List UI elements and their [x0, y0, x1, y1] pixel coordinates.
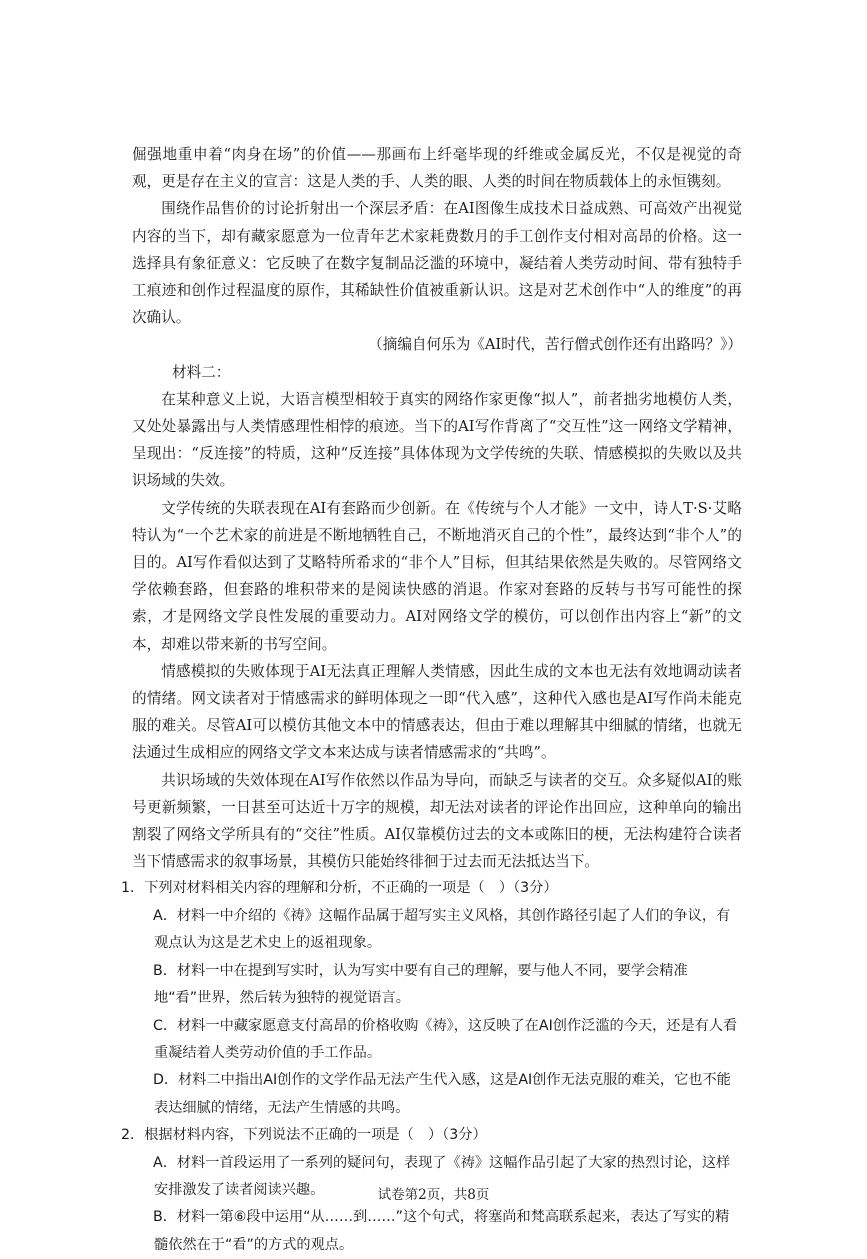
page-content	[121, 141, 742, 1259]
question-2-stem: 2．根据材料内容，下列说法不正确的一项是（ ）（3分）	[121, 1127, 487, 1144]
material1-source: （摘编自何乐为《AI时代，苦行僧式创作还有出路吗？》）	[368, 336, 742, 354]
question-1	[121, 875, 742, 1122]
question-2-option-a: A．材料一首段运用了一系列的疑问句，表现了《祷》这幅作品引起了大家的热烈讨论，这样安排激发了读者阅读兴趣。	[153, 1154, 731, 1198]
page-footer: 试卷第2页，共8页	[377, 1187, 490, 1203]
question-1-option-d: D．材料二中指出AI创作的文学作品无法产生代入感，这是AI创作无法克服的难关，它也不能表达细腻的情绪，无法产生情感的共鸣。	[153, 1072, 731, 1116]
question-1-stem: 1．下列对材料相关内容的理解和分析，不正确的一项是（ ）（3分）	[121, 880, 558, 897]
question-1-option-b: B．材料一中在提到写实时，认为写实中要有自己的理解，要与他人不同，要学会精准地“看”世界，然后转为独特的视觉语言。	[153, 962, 688, 1007]
material1-paragraph: 围绕作品售价的讨论折射出一个深层矛盾：在AI图像生成技术日益成熟、可高效产出视觉内容的当下，却有藏家愿意为一位青年艺术家耗费数月的手工创作支付相对高昂的价格。这一选择具有象征意义：它反映了在数字复制品泛滥的环境中，凝结着人类劳动时间、带有独特手工痕迹和创作过程温度的原作，其稀缺性价值被重新认识。这是对艺术创作中“人的维度”的再次确认。	[132, 200, 742, 327]
material1-paragraph-continued: 倔强地重申着“肉身在场”的价值——那画布上纤毫毕现的纤维或金属反光，不仅是视觉的奇观，更是存在主义的宣言：这是人类的手、人类的眼、人类的时间在物质载体上的永恒镌刻。	[132, 146, 742, 191]
material2-paragraph-4: 共识场域的失效体现在AI写作依然以作品为导向，而缺乏与读者的交互。众多疑似AI的账号更新频繁，一日甚至可达近十万字的规模，却无法对读者的评论作出回应，这种单向的输出割裂了网络文学所具有的“交往”性质。AI仅靠模仿过去的文本或陈旧的梗，无法构建符合读者当下情感需求的叙事场景，其模仿只能始终徘徊于过去而无法抵达当下。	[132, 771, 742, 871]
material2-paragraph-3: 情感模拟的失败体现于AI无法真正理解人类情感，因此生成的文本也无法有效地调动读者的情绪。网文读者对于情感需求的鲜明体现之一即“代入感”，这种代入感也是AI写作尚未能克服的难关。尽管AI可以模仿其他文本中的情感表达，但由于难以理解其中细腻的情绪，也就无法通过生成相应的网络文学文本来达成与读者情感需求的“共鸣”。	[132, 662, 742, 762]
question-2-option-b: B．材料一第⑥段中运用“从……到……”这个句式，将塞尚和梵高联系起来，表达了写实的精髓依然在于“看”的方式的观点。	[153, 1209, 730, 1253]
material2-paragraph-2: 文学传统的失联表现在AI有套路而少创新。在《传统与个人才能》一文中，诗人T·S·艾略特认为“一个艺术家的前进是不断地牺牲自己，不断地消灭自己的个性”，最终达到“非个人”的目的。AI写作看似达到了艾略特所希求的“非个人”目标，但其结果依然是失败的。尽管网络文学依赖套路，但套路的堆积带来的是阅读快感的消退。作家对套路的反转与书写可能性的探索，才是网络文学良性发展的重要动力。AI对网络文学的模仿，可以创作出内容上“新”的文本，却难以带来新的书写空间。	[132, 499, 742, 653]
material2-paragraph-1: 在某种意义上说，大语言模型相较于真实的网络作家更像“拟人”，前者拙劣地模仿人类，又处处暴露出与人类情感理性相悖的痕迹。当下的AI写作背离了“交互性”这一网络文学精神，呈现出：“反连接”的特质，这种“反连接”具体体现为文学传统的失联、情感模拟的失败以及共识场域的失效。	[132, 390, 742, 490]
material2-heading: 材料二：	[172, 363, 231, 381]
question-1-option-c: C．材料一中藏家愿意支付高昂的价格收购《祷》，这反映了在AI创作泛滥的今天，还是有人看重凝结着人类劳动价值的手工作品。	[153, 1017, 738, 1061]
question-1-option-a: A．材料一中介绍的《祷》这幅作品属于超写实主义风格，其创作路径引起了人们的争议，有观点认为这是艺术史上的返祖现象。	[153, 907, 731, 952]
